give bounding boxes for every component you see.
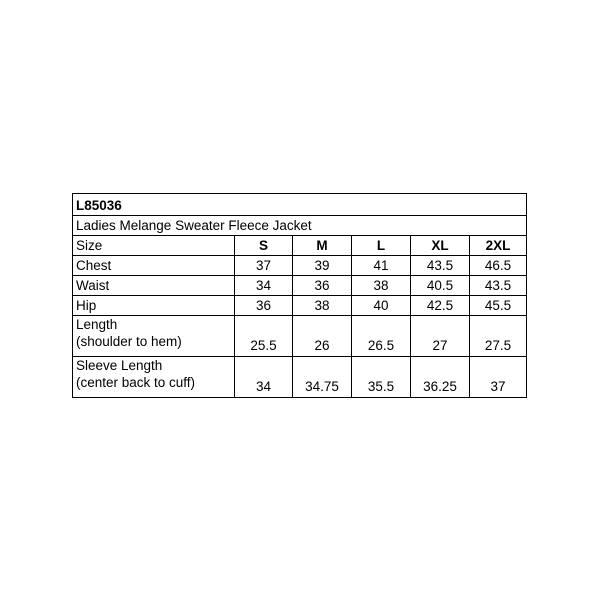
table-cell: 25.5 bbox=[235, 316, 293, 357]
row-label: Waist bbox=[73, 276, 235, 296]
style-code-row bbox=[73, 194, 527, 216]
product-name-row bbox=[73, 216, 527, 236]
table-cell: 37 bbox=[470, 357, 527, 398]
table-cell: 43.5 bbox=[470, 276, 527, 296]
row-label bbox=[73, 316, 235, 357]
size-header-row bbox=[73, 236, 527, 256]
table-cell: 42.5 bbox=[411, 296, 470, 316]
row-label-line1: Sleeve Length bbox=[76, 358, 163, 373]
product-name: Ladies Melange Sweater Fleece Jacket bbox=[73, 216, 527, 236]
table-cell: 46.5 bbox=[470, 256, 527, 276]
row-label-line2: (center back to cuff) bbox=[76, 375, 196, 390]
table-cell: 36 bbox=[293, 276, 352, 296]
table-row-sleeve-length bbox=[73, 357, 527, 398]
table-cell: 35.5 bbox=[352, 357, 411, 398]
table-cell: 34 bbox=[235, 276, 293, 296]
row-label bbox=[73, 357, 235, 398]
style-code: L85036 bbox=[73, 194, 527, 216]
row-label: Hip bbox=[73, 296, 235, 316]
size-header-xl: XL bbox=[411, 236, 470, 256]
table-row-chest bbox=[73, 256, 527, 276]
table-cell: 34 bbox=[235, 357, 293, 398]
table-cell: 36 bbox=[235, 296, 293, 316]
table-cell: 40.5 bbox=[411, 276, 470, 296]
size-header-s: S bbox=[235, 236, 293, 256]
size-header-label: Size bbox=[73, 236, 235, 256]
table-cell: 27 bbox=[411, 316, 470, 357]
table-cell: 40 bbox=[352, 296, 411, 316]
table-cell: 41 bbox=[352, 256, 411, 276]
table-row-length bbox=[73, 316, 527, 357]
table-cell: 27.5 bbox=[470, 316, 527, 357]
table-cell: 39 bbox=[293, 256, 352, 276]
row-label-line2: (shoulder to hem) bbox=[76, 334, 182, 349]
table-row-hip bbox=[73, 296, 527, 316]
table-cell: 43.5 bbox=[411, 256, 470, 276]
table-cell: 34.75 bbox=[293, 357, 352, 398]
table-cell: 36.25 bbox=[411, 357, 470, 398]
size-header-2xl: 2XL bbox=[470, 236, 527, 256]
size-header-m: M bbox=[293, 236, 352, 256]
row-label: Chest bbox=[73, 256, 235, 276]
size-header-l: L bbox=[352, 236, 411, 256]
table-cell: 37 bbox=[235, 256, 293, 276]
table-cell: 45.5 bbox=[470, 296, 527, 316]
size-chart-table bbox=[72, 193, 527, 398]
table-cell: 38 bbox=[293, 296, 352, 316]
table-cell: 38 bbox=[352, 276, 411, 296]
table-cell: 26.5 bbox=[352, 316, 411, 357]
row-label-line1: Length bbox=[76, 317, 118, 332]
table-row-waist bbox=[73, 276, 527, 296]
table-cell: 26 bbox=[293, 316, 352, 357]
